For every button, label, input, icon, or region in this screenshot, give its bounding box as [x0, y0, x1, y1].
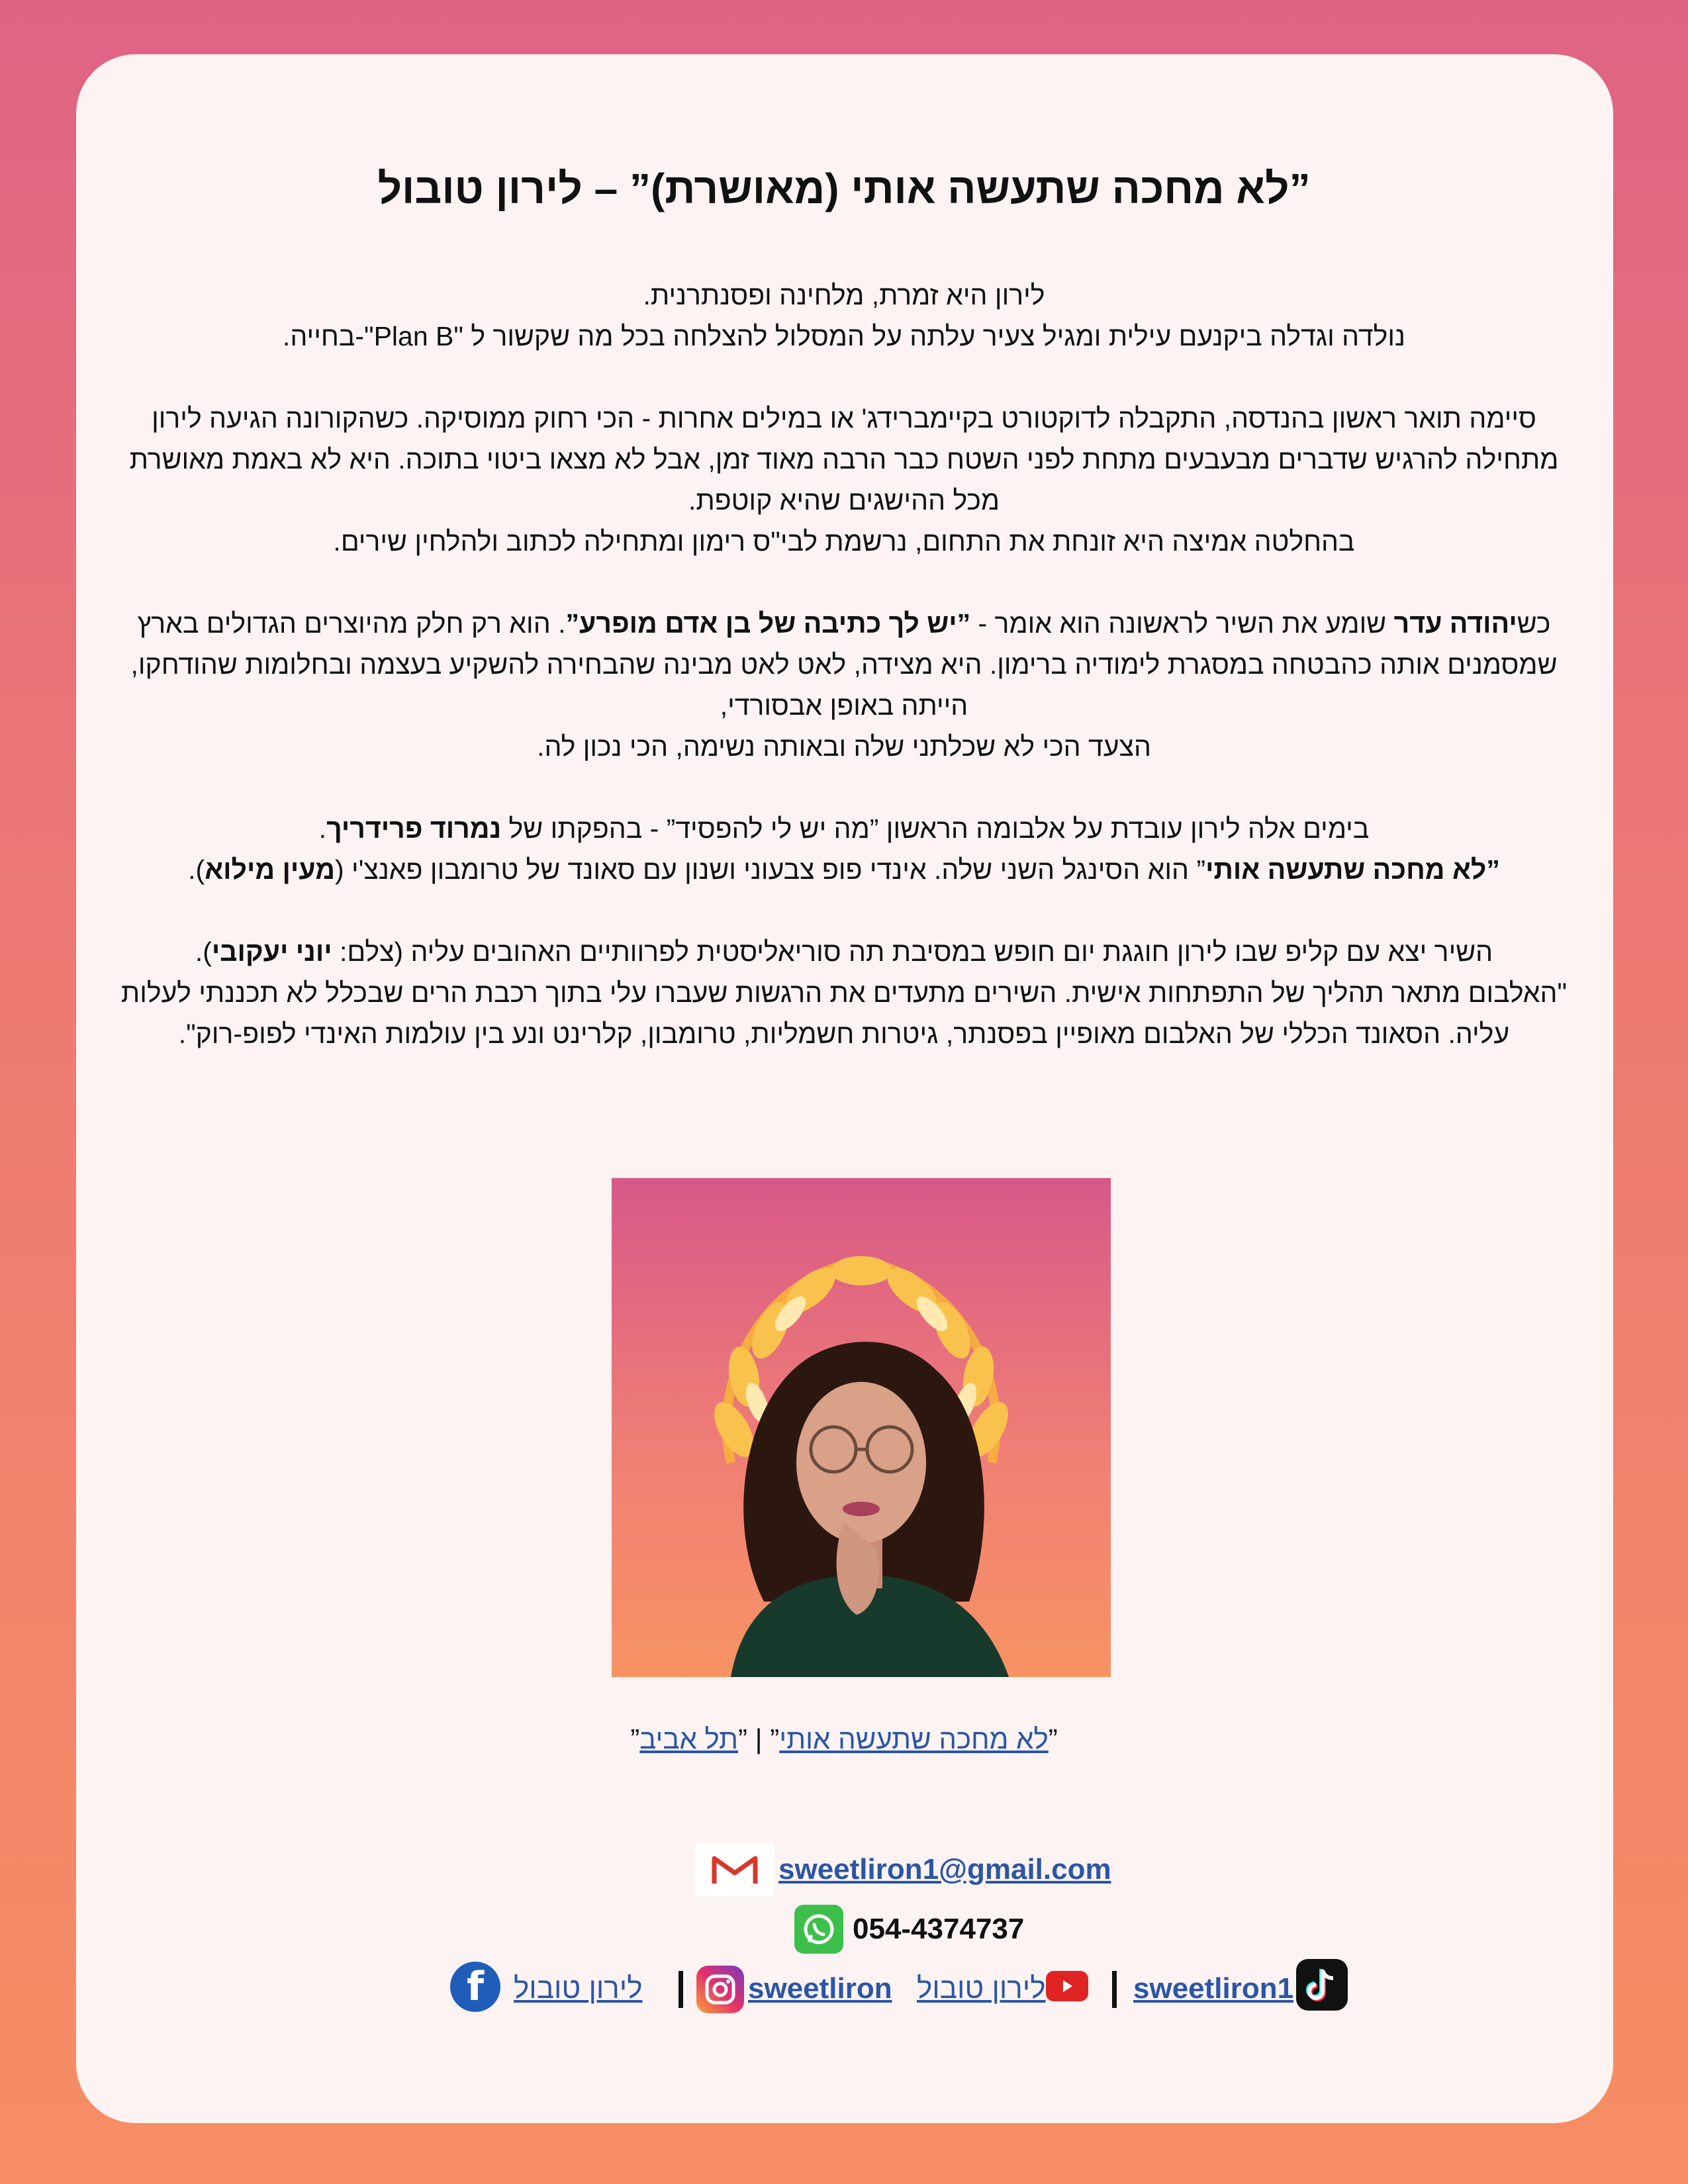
artist-portrait-illustration	[612, 1178, 1111, 1677]
quote-paragraph: כשיהודה עדר שומע את השיר לראשונה הוא אומר - ”יש לך כתיבה של בן אדם מופרע”. הוא רק חלק מהיוצרים הגדולים בארץ שמסמנים אותה כהבטחה במסגרת לימודיה ברימון. היא מצידה, לאט לאט מבינה שהבחירה להשקיע בעצמה ובחלומות שהודחקו, הייתה באופן אבסורדי,	[130, 608, 1558, 721]
city-link[interactable]: תל אביב	[639, 1723, 738, 1754]
youtube-link[interactable]: לירון טובול	[917, 1972, 1046, 2005]
image-caption: ”לא מחכה שתעשה אותי” | ”תל אביב”	[630, 1723, 1058, 1754]
producer-name: נמרוד פרידריך	[326, 813, 502, 844]
divider	[1112, 1971, 1117, 2008]
facebook-link[interactable]: לירון טובול	[514, 1972, 643, 2005]
mentor-quote: ”יש לך כתיבה של בן אדם מופרע”	[565, 608, 971, 639]
song-link[interactable]: לא מחכה שתעשה אותי	[779, 1723, 1049, 1754]
page-title: ”לא מחכה שתעשה אותי (מאושרת)” – לירון טובול	[377, 165, 1311, 212]
phone-row	[794, 1899, 1024, 1959]
single-name: ”לא מחכה שתעשה אותי	[1205, 854, 1500, 885]
album-paragraph: בימים אלה לירון עובדת על אלבומה הראשון ”מה יש לי להפסיד” - בהפקתו של נמרוד פרידריך.	[318, 813, 1370, 844]
social-links	[450, 1959, 1364, 2032]
clip-paragraph: השיר יצא עם קליפ שבו לירון חוגגת יום חופש במסיבת תה סוריאליסטית לפרוותיים האהובים עליה (צלם: יוני יעקובי).	[195, 936, 1493, 967]
youtube-icon	[1046, 1971, 1088, 2001]
gmail-icon	[695, 1843, 774, 1896]
email-link[interactable]: sweetliron1@gmail.com	[778, 1853, 1111, 1886]
bio-paragraph-line-2: בהחלטה אמיצה היא זונחת את התחום, נרשמת לבי"ס רימון ומתחילה לכתוב ולהלחין שירים.	[333, 526, 1355, 557]
article-body	[106, 275, 1582, 1054]
bio-paragraph: סיימה תואר ראשון בהנדסה, התקבלה לדוקטורט בקיימברידג' או במילים אחרות - הכי רחוק ממוסיקה. כשהקורונה הגיעה לירון מתחילה להרגיש שדברים מבעבעים מתחת לפני השטח כבר הרבה מאוד זמן, אבל לא מצאו ביטוי בתוכה. היא לא באמת מאושרת מכל ההישגים שהיא קוטפת.	[129, 403, 1559, 516]
album-quote: "האלבום מתאר תהליך של התפתחות אישית. השירים מתעדים את הרגשות שעברו עלי בתוך רכבת הרים שבכלל לא תכננתי לעלות עליה. הסאונד הכללי של האלבום מאופיין בפסנתר, גיטרות חשמליות, טרומבון, קלרינט ונע בין עולמות האינדי לפופ-רוק".	[120, 978, 1568, 1049]
photographer-name: יוני יעקובי	[211, 936, 332, 967]
tiktok-icon	[1296, 1959, 1348, 2011]
arranger-name: מעין מילוא	[205, 854, 335, 885]
divider	[679, 1971, 683, 2008]
single-paragraph: ”לא מחכה שתעשה אותי” הוא הסינגל השני שלה. אינדי פופ צבעוני ושנון עם סאונד של טרומבון פאנצ'י (מעין מילוא).	[188, 854, 1500, 885]
tiktok-link[interactable]: sweetliron1	[1133, 1972, 1294, 2005]
mentor-name: יהודה עדר	[1393, 608, 1517, 639]
facebook-icon: f	[450, 1962, 500, 2012]
intro-line-2: נולדה וגדלה ביקנעם עילית ומגיל צעיר עלתה על המסלול להצלחה בכל מה שקשור ל "Plan B"-בחייה.	[283, 321, 1405, 351]
quote-paragraph-line-2: הצעד הכי לא שכלתני שלה ובאותה נשימה, הכי נכון לה.	[537, 731, 1151, 762]
instagram-icon	[696, 1966, 744, 2013]
artist-photo	[612, 1178, 1111, 1677]
whatsapp-icon	[794, 1905, 843, 1954]
email-row	[695, 1840, 1111, 1899]
phone-number: 054-4374737	[853, 1913, 1025, 1945]
intro-line-1: לירון היא זמרת, מלחינה ופסנתרנית.	[643, 280, 1045, 310]
instagram-link[interactable]: sweetliron	[748, 1972, 892, 2005]
